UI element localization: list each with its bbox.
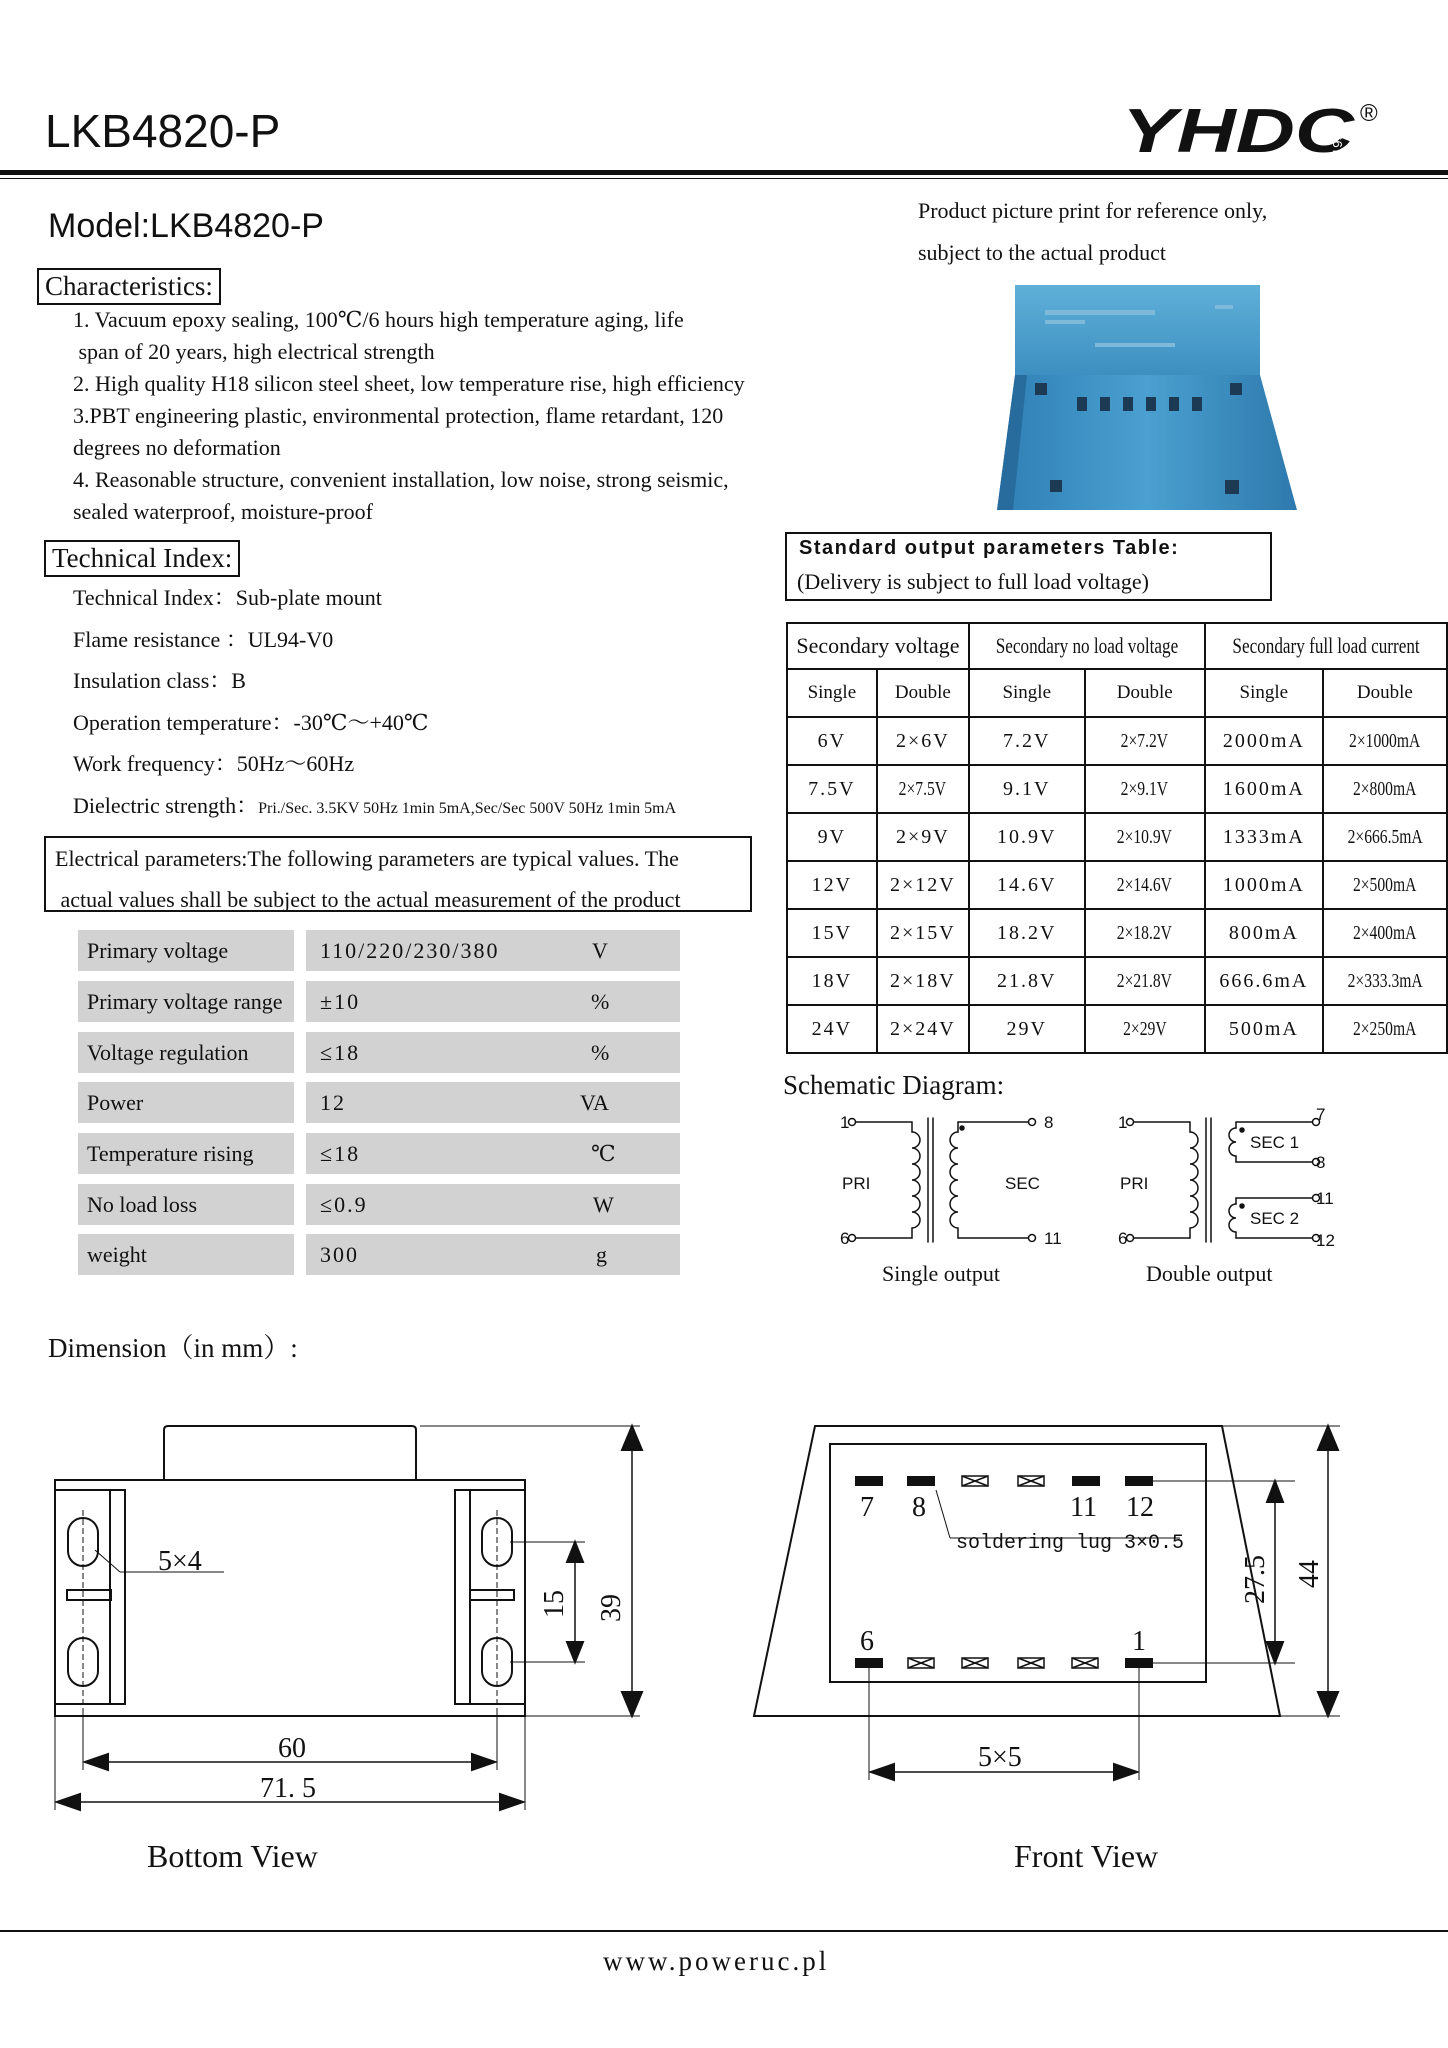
- table-cell: 14.6V: [969, 861, 1085, 909]
- param-row: [78, 1184, 680, 1225]
- dim-60: 60: [278, 1733, 306, 1764]
- footer-url[interactable]: www.poweruc.pl: [603, 1946, 830, 1976]
- table-cell: 2×9.1V: [1121, 777, 1169, 800]
- technical-index-list: [73, 582, 676, 831]
- tech-value: 50Hz～60Hz: [236, 751, 355, 776]
- table-cell: 2×9V: [877, 813, 969, 861]
- table-cell: 9.1V: [969, 765, 1085, 813]
- pin-label: 11: [1070, 1492, 1097, 1523]
- table-cell: 666.6mA: [1205, 957, 1323, 1005]
- tech-value: -30℃～+40℃: [293, 709, 429, 735]
- pin-label: 7: [1316, 1105, 1326, 1124]
- sec-label: SEC: [1005, 1174, 1040, 1193]
- pin-label: 8: [1044, 1113, 1054, 1132]
- table-cell: 2×500mA: [1353, 873, 1417, 896]
- characteristics-line: 3.PBT engineering plastic, environmental protection, flame retardant, 120: [73, 403, 724, 428]
- pin-label: 11: [1044, 1229, 1062, 1248]
- pin-label: 8: [912, 1492, 926, 1523]
- param-row: [78, 1032, 680, 1073]
- pin-label: 1: [1132, 1626, 1146, 1657]
- characteristics-line: 2. High quality H18 silicon steel sheet, low temperature rise, high efficiency: [73, 371, 745, 396]
- table-row: [787, 813, 1447, 861]
- characteristics-line: 4. Reasonable structure, convenient installation, low noise, strong seismic,: [73, 467, 729, 492]
- param-value: ≤18: [320, 1040, 361, 1065]
- table-row: [787, 765, 1447, 813]
- header-rule: [0, 170, 1448, 175]
- tech-label: Work frequency：: [73, 751, 237, 776]
- table-sub-header: Double: [877, 669, 969, 717]
- tech-value: Sub-plate mount: [235, 585, 382, 610]
- logo-year: 1992: [1330, 126, 1345, 155]
- table-cell: 2×7.2V: [1121, 729, 1169, 752]
- characteristics-line: span of 20 years, high electrical strength: [73, 339, 435, 364]
- pin-label: 6: [1118, 1229, 1128, 1248]
- param-label: Temperature rising: [87, 1141, 254, 1166]
- param-unit: W: [593, 1192, 614, 1217]
- document-title: LKB4820-P: [45, 105, 281, 157]
- table-cell: 18.2V: [969, 909, 1085, 957]
- soldering-lug-label: soldering lug 3×0.5: [956, 1532, 1185, 1555]
- table-cell: 2×333.3mA: [1347, 969, 1423, 992]
- param-label: Primary voltage: [87, 938, 229, 963]
- table-row: [787, 1005, 1447, 1053]
- table-cell: 500mA: [1205, 1005, 1323, 1053]
- pin-label: 1: [840, 1113, 850, 1132]
- characteristics-line: 1. Vacuum epoxy sealing, 100℃/6 hours high temperature aging, life: [73, 307, 684, 332]
- table-cell: 15V: [787, 909, 877, 957]
- table-row: [787, 957, 1447, 1005]
- bottom-view-caption: Bottom View: [147, 1838, 318, 1874]
- table-cell: 6V: [787, 717, 877, 765]
- table-cell: 800mA: [1205, 909, 1323, 957]
- table-cell: 2×12V: [877, 861, 969, 909]
- pin-label: 7: [860, 1492, 874, 1523]
- electrical-note-line: Electrical parameters:The following parameters are typical values. The: [55, 846, 679, 871]
- table-cell: 10.9V: [969, 813, 1085, 861]
- table-cell: 2×18.2V: [1117, 921, 1173, 944]
- standard-table-title-box: [785, 532, 1272, 601]
- hole-size-label: 5×4: [158, 1546, 202, 1577]
- table-cell: 9V: [787, 813, 877, 861]
- electrical-note-box: [44, 836, 752, 912]
- tech-item: [73, 707, 676, 749]
- table-row: [787, 717, 1447, 765]
- table-cell: 2×250mA: [1353, 1017, 1417, 1040]
- table-cell: 2×10.9V: [1117, 825, 1173, 848]
- table-cell: 2×400mA: [1353, 921, 1417, 944]
- table-cell: 1000mA: [1205, 861, 1323, 909]
- table-group-header: Secondary full load current: [1232, 633, 1420, 658]
- table-cell: 2×24V: [877, 1005, 969, 1053]
- table-cell: 2×29V: [1123, 1017, 1167, 1040]
- param-label: weight: [87, 1242, 147, 1267]
- table-cell: 12V: [787, 861, 877, 909]
- table-cell: 2×18V: [877, 957, 969, 1005]
- table-group-header: Secondary voltage: [787, 623, 969, 669]
- model-heading: Model:LKB4820-P: [48, 207, 324, 245]
- tech-label: Dielectric strength：: [73, 792, 259, 818]
- characteristics-line: degrees no deformation: [73, 435, 281, 460]
- front-view-caption: Front View: [1014, 1838, 1159, 1874]
- table-row: [787, 861, 1447, 909]
- pin-label: 8: [1316, 1153, 1326, 1172]
- param-row: [78, 930, 680, 971]
- param-value: 300: [320, 1242, 359, 1267]
- table-cell: 2×7.5V: [899, 777, 947, 800]
- table-cell: 7.5V: [787, 765, 877, 813]
- table-sub-header: Single: [969, 669, 1085, 717]
- tech-item: [73, 748, 676, 790]
- yhdc-logo: [1122, 95, 1362, 165]
- table-cell: 2×21.8V: [1117, 969, 1173, 992]
- tech-item: [73, 665, 676, 707]
- param-unit: ℃: [591, 1141, 616, 1166]
- tech-value: Pri./Sec. 3.5KV 50Hz 1min 5mA,Sec/Sec 500V 50Hz 1min 5mA: [258, 799, 677, 817]
- param-value: ≤0.9: [320, 1192, 368, 1217]
- tech-label: Flame resistance ：: [73, 626, 248, 652]
- table-sub-header: Double: [1085, 669, 1205, 717]
- table-sub-header: Single: [787, 669, 877, 717]
- table-cell: 2×800mA: [1353, 777, 1417, 800]
- registered-mark: ®: [1360, 100, 1378, 127]
- pin-label: 12: [1316, 1231, 1335, 1250]
- front-view-drawing: [740, 1410, 1360, 1835]
- table-cell: 1333mA: [1205, 813, 1323, 861]
- product-photo: [985, 275, 1307, 510]
- characteristics-heading: Characteristics:: [37, 268, 221, 305]
- tech-label: Technical Index：: [73, 585, 236, 610]
- param-row: [78, 1133, 680, 1174]
- param-unit: V: [592, 938, 608, 963]
- param-row: [78, 1234, 680, 1275]
- dim-15: 15: [539, 1590, 570, 1618]
- tech-label: Operation temperature：: [73, 709, 294, 735]
- pin-label: 6: [860, 1626, 874, 1657]
- table-cell: 2×15V: [877, 909, 969, 957]
- header-rule-thin: [0, 178, 1448, 179]
- dim-39: 39: [596, 1594, 627, 1622]
- table-cell: 2×14.6V: [1117, 873, 1173, 896]
- param-value: 12: [320, 1090, 346, 1115]
- table-cell: 2×1000mA: [1349, 729, 1421, 752]
- param-value: ≤18: [320, 1141, 361, 1166]
- table-cell: 18V: [787, 957, 877, 1005]
- table-sub-header: Double: [1323, 669, 1447, 717]
- technical-index-heading: Technical Index:: [44, 540, 240, 577]
- photo-note: [918, 190, 1267, 274]
- pin-label: 11: [1316, 1189, 1334, 1208]
- dim-27-5: 27.5: [1240, 1555, 1271, 1604]
- param-unit: g: [596, 1242, 607, 1267]
- param-value: 110/220/230/380: [320, 938, 500, 963]
- tech-label: Insulation class：: [73, 668, 232, 693]
- table-cell: 2000mA: [1205, 717, 1323, 765]
- table-cell: 29V: [969, 1005, 1085, 1053]
- dimension-title: Dimension（in mm）:: [48, 1333, 298, 1363]
- schematic-diagram: [780, 1100, 1340, 1305]
- standard-table-subtitle: (Delivery is subject to full load voltage): [797, 569, 1149, 594]
- electrical-note-line: actual values shall be subject to the actual measurement of the product: [55, 887, 681, 912]
- table-cell: 21.8V: [969, 957, 1085, 1005]
- pin-label: 1: [1118, 1113, 1128, 1132]
- param-unit: VA: [580, 1090, 609, 1115]
- bottom-view-drawing: [40, 1410, 660, 1835]
- standard-output-table: [786, 622, 1448, 1054]
- tech-item: [73, 582, 676, 624]
- single-output-caption: Single output: [882, 1261, 1000, 1286]
- pin-label: 12: [1126, 1492, 1154, 1523]
- table-sub-header: Single: [1205, 669, 1323, 717]
- photo-note-line: subject to the actual product: [918, 240, 1167, 265]
- table-group-header: Secondary no load voltage: [995, 633, 1179, 658]
- tech-value: UL94-V0: [247, 626, 334, 652]
- table-cell: 7.2V: [969, 717, 1085, 765]
- characteristics-line: sealed waterproof, moisture-proof: [73, 499, 373, 524]
- param-unit: %: [591, 1040, 610, 1065]
- param-unit: %: [591, 989, 610, 1014]
- table-cell: 2×6V: [877, 717, 969, 765]
- dim-pitch: 5×5: [978, 1742, 1022, 1773]
- table-cell: 1600mA: [1205, 765, 1323, 813]
- param-label: Power: [87, 1090, 144, 1115]
- tech-value: B: [231, 668, 246, 693]
- characteristics-list: [73, 304, 843, 528]
- sec1-label: SEC 1: [1250, 1133, 1300, 1152]
- pin-label: 6: [840, 1229, 850, 1248]
- param-label: No load loss: [87, 1192, 197, 1217]
- dim-44: 44: [1294, 1560, 1325, 1588]
- param-label: Voltage regulation: [87, 1040, 249, 1065]
- dim-71-5: 71. 5: [260, 1773, 316, 1804]
- param-row: [78, 1082, 680, 1123]
- sec2-label: SEC 2: [1250, 1209, 1300, 1228]
- double-output-caption: Double output: [1146, 1261, 1273, 1286]
- tech-item: [73, 624, 676, 666]
- tech-item: [73, 790, 676, 832]
- logo-text: YHDC: [1122, 97, 1356, 165]
- footer-rule: [0, 1930, 1448, 1932]
- pri-label: PRI: [842, 1174, 871, 1193]
- schematic-title: Schematic Diagram:: [783, 1070, 1005, 1100]
- param-row: [78, 981, 680, 1022]
- pri-label: PRI: [1120, 1174, 1149, 1193]
- param-label: Primary voltage range: [87, 989, 283, 1014]
- photo-note-line: Product picture print for reference only,: [918, 198, 1268, 223]
- param-value: ±10: [320, 989, 361, 1014]
- table-cell: 2×666.5mA: [1347, 825, 1423, 848]
- table-row: [787, 909, 1447, 957]
- standard-table-title: Standard output parameters Table:: [799, 537, 1180, 559]
- table-cell: 24V: [787, 1005, 877, 1053]
